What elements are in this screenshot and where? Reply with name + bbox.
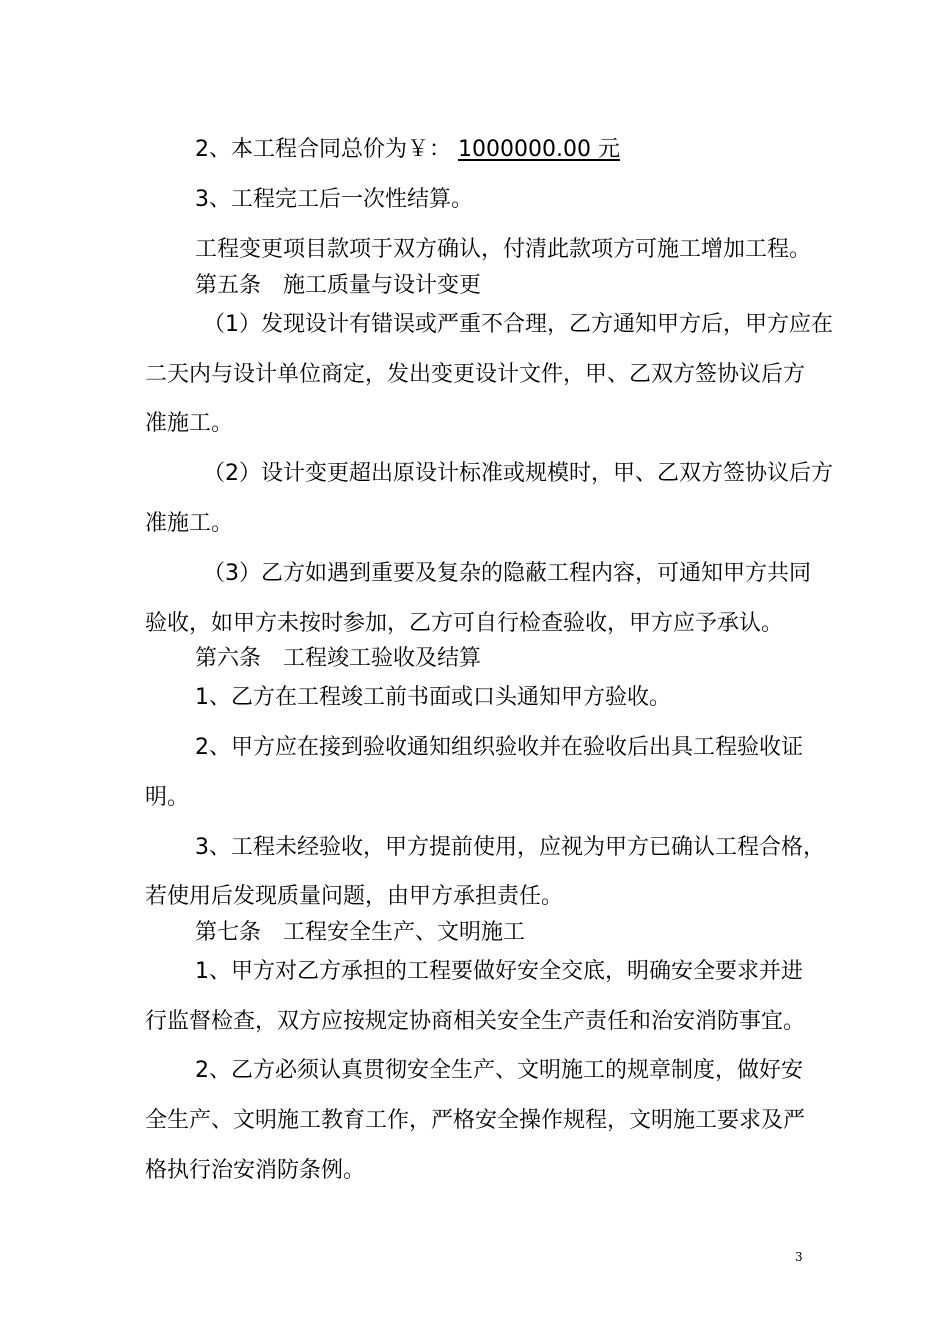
contract-price-value: 1000000.00 元 xyxy=(458,137,620,162)
paragraph: 3、工程未经验收，甲方提前使用，应视为甲方已确认工程合格， xyxy=(195,835,825,860)
paragraph: 若使用后发现质量问题，由甲方承担责任。 xyxy=(145,884,564,909)
paragraph: 二天内与设计单位商定，发出变更设计文件，甲、乙双方签协议后方 xyxy=(145,362,806,387)
contract-price-label: 2、本工程合同总价为￥： xyxy=(195,137,458,162)
paragraph: 准施工。 xyxy=(145,411,234,436)
paragraph: （3）乙方如遇到重要及复杂的隐蔽工程内容，可通知甲方共同 xyxy=(203,561,811,586)
paragraph: 3、工程完工后一次性结算。 xyxy=(195,187,473,212)
page-number: 3 xyxy=(795,1250,803,1264)
paragraph: 行监督检查，双方应按规定协商相关安全生产责任和治安消防事宜。 xyxy=(145,1009,806,1034)
section-heading-7: 第七条 工程安全生产、文明施工 xyxy=(195,920,526,945)
section-heading-6: 第六条 工程竣工验收及结算 xyxy=(195,646,482,671)
paragraph: 2、甲方应在接到验收通知组织验收并在验收后出具工程验收证 xyxy=(195,735,803,760)
paragraph: 工程变更项目款项于双方确认，付清此款项方可施工增加工程。 xyxy=(195,237,812,262)
paragraph: 明。 xyxy=(145,785,190,810)
paragraph: 准施工。 xyxy=(145,511,234,536)
paragraph: 1、乙方在工程竣工前书面或口头通知甲方验收。 xyxy=(195,685,671,710)
paragraph: （2）设计变更超出原设计标准或规模时，甲、乙双方签协议后方 xyxy=(203,461,833,486)
section-heading-5: 第五条 施工质量与设计变更 xyxy=(195,273,482,298)
paragraph: 全生产、文明施工教育工作，严格安全操作规程，文明施工要求及严 xyxy=(145,1108,806,1133)
paragraph: 1、甲方对乙方承担的工程要做好安全交底，明确安全要求并进 xyxy=(195,959,803,984)
paragraph: （1）发现设计有错误或严重不合理，乙方通知甲方后，甲方应在 xyxy=(203,312,833,337)
paragraph: 格执行治安消防条例。 xyxy=(145,1158,366,1183)
paragraph: 验收，如甲方未按时参加，乙方可自行检查验收，甲方应予承认。 xyxy=(145,611,784,636)
contract-price-line xyxy=(195,135,815,165)
paragraph: 2、乙方必须认真贯彻安全生产、文明施工的规章制度，做好安 xyxy=(195,1058,803,1083)
